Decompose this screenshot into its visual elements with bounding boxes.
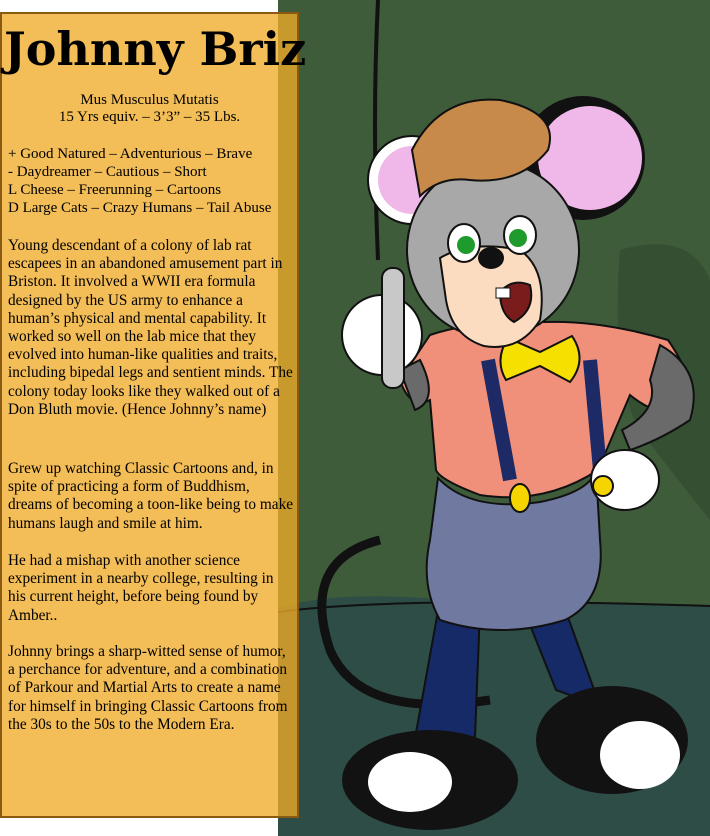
- character-stats: 15 Yrs equiv. – 3’3” – 35 Lbs.: [58, 109, 241, 125]
- nose: [478, 247, 504, 269]
- trait-positives: + Good Natured – Adventurious – Brave: [8, 146, 253, 162]
- overall-button-left: [510, 484, 530, 512]
- character-species: Mus Musculus Mutatis: [80, 92, 219, 108]
- trait-likes: L Cheese – Freerunning – Cartoons: [8, 182, 222, 198]
- right-suspender: [590, 360, 600, 470]
- bio-paragraph-origin: Young descendant of a colony of lab rat escapees in an abandoned amusement part in Briston. It involved a WWII era formula designed by the US army to enhance a human’s physical and mental capability. It worked so well on the lab mice that they evolved into human-like qualities and traits, including bipedal legs and sentient minds. The colony today looks like they walked out of a Don Bluth movie. (Hence Johnny’s name): [8, 237, 293, 418]
- left-shoe-shine: [368, 752, 452, 812]
- bio-paragraph-dreams: Grew up watching Classic Cartoons and, in spite of practicing a form of Buddhism, dreams of becoming a toon-like being to make humans laugh and smile at him.: [8, 460, 294, 532]
- trait-negatives: - Daydreamer – Cautious – Short: [8, 164, 207, 180]
- left-pupil: [457, 236, 475, 254]
- right-pupil: [509, 229, 527, 247]
- bio-paragraph-mishap: He had a mishap with another science experiment in a nearby college, resulting in his current height, before being found by Amber..: [8, 552, 274, 624]
- bio-paragraph-skills: Johnny brings a sharp-witted sense of humor, a perchance for adventure, and a combination of Parkour and Martial Arts to create a name for himself in bringing Classic Cartoons from the 30s to the 50s to the Modern Era.: [8, 643, 288, 733]
- character-name: Johnny Briz: [4, 22, 307, 76]
- teeth: [496, 288, 510, 298]
- coin: [593, 476, 613, 496]
- zipline-handle: [382, 268, 404, 388]
- trait-dislikes: D Large Cats – Crazy Humans – Tail Abuse: [8, 200, 272, 216]
- right-shoe-shine: [600, 721, 680, 789]
